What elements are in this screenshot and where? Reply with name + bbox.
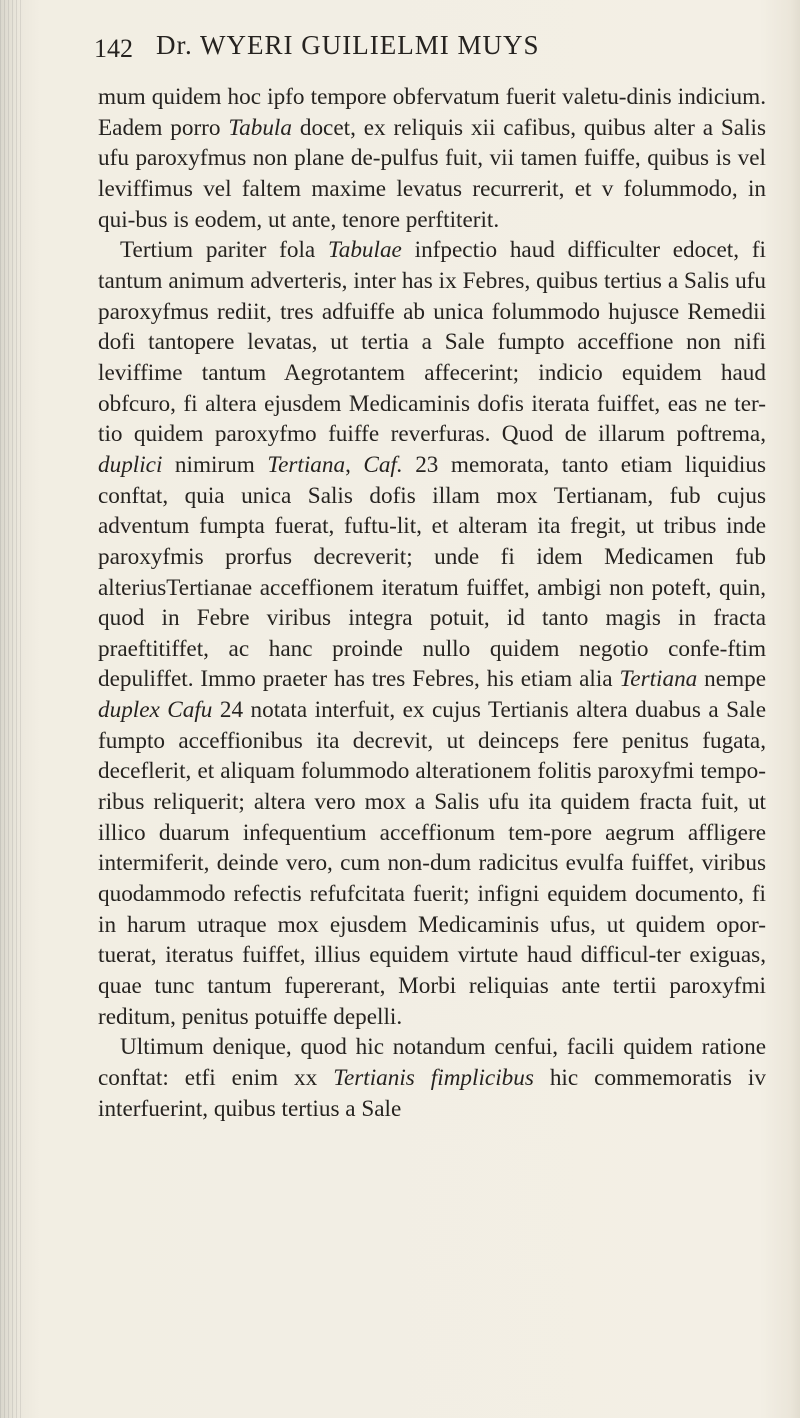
text-run: 24 notata interfuit, ex cujus Tertianis altera duabus a Sale fumpto acceffionibus ita decrevit, ut deinceps fere penitus fugata, deceflerit, et aliquam folummodo alterationem folitis paroxyfmi tempo-ribus reliquerit; altera vero mox a Salis ufu ita quidem fracta fuit, ut illico duarum infequentium acceffionum tem-pore aegrum affligere intermiferit, deinde vero, cum non-dum radicitus evulfa fuiffet, viribus quodammodo refectis refufcitata fuerit; infigni equidem documento, fi in harum utraque mox ejusdem Medicaminis ufus, ut quidem opor-tuerat, iteratus fuiffet, illius equidem virtute haud difficul-ter exiguas, quae tunc tantum fupererant, Morbi reliquias ante tertii paroxyfmi reditum, penitus potuiffe depelli.: [98, 697, 766, 1030]
binding-gutter: [0, 0, 22, 1418]
italic-text: Tertiana: [267, 451, 346, 478]
italic-text: Tabulae: [327, 237, 402, 264]
running-head: Dr. WYERI GUILIELMI MUYS: [156, 30, 540, 60]
text-run: nempe: [697, 666, 766, 693]
text-run: hic commemoratis iv interfuerint, quibus tertius a Sale: [98, 1065, 766, 1122]
paragraph: [98, 1032, 766, 1124]
page-header: [94, 30, 774, 70]
italic-text: Caf.: [363, 451, 403, 478]
italic-text: Tertianis fimplicibus: [333, 1065, 534, 1091]
text-run: Ultimum denique, quod hic notandum cenfui, facili quidem ratione conftat: etfi enim xx: [98, 1034, 766, 1091]
text-run: 23 memorata, tanto etiam liquidius conftat, quia unica Salis dofis illam mox Tertianam, fub cujus adventum fumpta fuerat, fuftu-lit, et alteram ita fregit, ut tribus inde paroxyfmis prorfus decreverit; unde fi idem Medicamen fub alteriusTertianae acceffionem iteratum fuiffet, ambigi non poteft, quin, quod in Febre viribus integra potuit, id tanto magis in fracta praeftitiffet, ac hanc proinde nullo quidem negotio confe-ftim depuliffet. Immo praeter has tres Febres, his etiam alia: [98, 451, 766, 693]
body-text: [98, 82, 766, 1124]
italic-text: Tertiana: [619, 666, 698, 693]
text-run: docet, ex reliquis xii cafibus, quibus alter a Salis ufu paroxyfmus non plane de-pulfus fuit, vii tamen fuiffe, quibus is vel leviffimus vel faltem maxime levatus recurrerit, et v folummodo, in qui-bus is eodem, ut ante, tenore perftiterit.: [98, 114, 766, 233]
paragraph: [98, 235, 766, 1032]
page-number: 142: [94, 34, 133, 63]
text-run: infpectio haud difficulter edocet, fi tantum animum adverteris, inter has ix Febres, quibus tertius a Salis ufu paroxyfmus rediit, tres adfuiffe ab unica folummodo hujusce Remedii dofi tantopere levatas, ut tertia a Sale fumpto acceffione non nifi leviffime tantum Aegrotantem affecerint; indicio equidem haud obfcuro, fi altera ejusdem Medicaminis dofis iterata fuiffet, eas ne ter-tio quidem paroxyfmo fuiffe reverfuras. Quod de illarum poftrema,: [98, 237, 766, 448]
text-run: ,: [345, 451, 364, 478]
italic-text: duplici: [98, 451, 163, 478]
italic-text: duplex Cafu: [98, 697, 213, 724]
italic-text: Tabula: [228, 114, 292, 141]
text-run: Tertium pariter fola: [120, 237, 328, 264]
text-run: mum quidem hoc ipfo tempore obfervatum fuerit valetu-dinis indicium. Eadem porro: [98, 84, 766, 141]
text-run: nimirum: [162, 451, 268, 478]
paragraph: [98, 82, 766, 235]
